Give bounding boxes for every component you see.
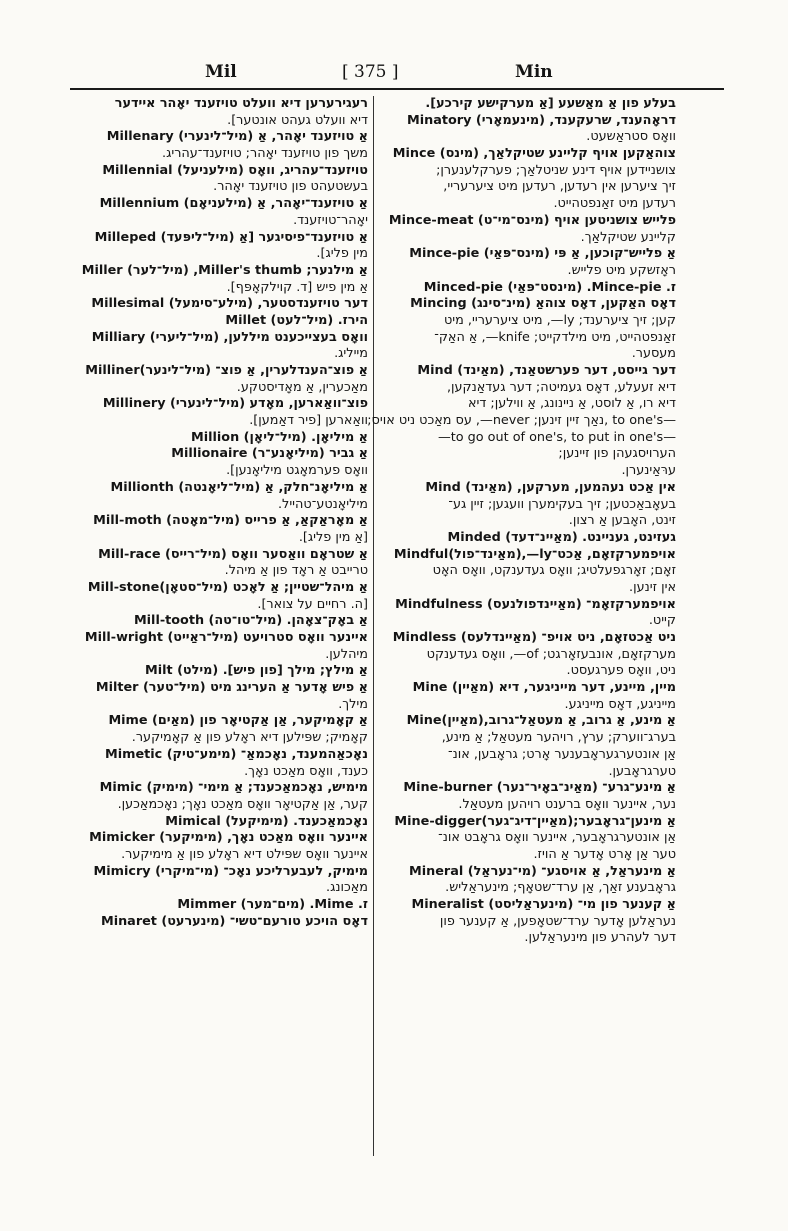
dictionary-entry: [72, 864, 368, 897]
entry-line: ז. Mince-pie. (מינסט־פּאַי) Minced-pie: [423, 279, 676, 295]
entry-line: ערּאַינערן.: [621, 463, 676, 479]
entry-line: קליינע שטיקלאַך.: [580, 229, 676, 245]
running-head-left: Mil: [205, 62, 237, 82]
entry-line: דיא רו, אַ לוסט, אַ ניינונג, אַ ווילען; דיא: [467, 396, 676, 412]
entry-line: מין פליג].: [316, 246, 368, 262]
entry-line: געזינט, געניינט. (מאַיינ־דעד) Minded: [447, 529, 676, 545]
entry-line: אַ מיליאָן. (מיל־ליאָן) Million: [191, 429, 368, 445]
entry-line: אַ קאָמיקער, אַן אַקטיאָר פון (מאַים) Mime: [108, 713, 368, 729]
entry-line: מאַכערין, אַ מאָדיסטקע.: [236, 379, 368, 395]
entry-line: רעגירערען דיא וועלט טויזענד יאָהר איידער: [114, 96, 368, 111]
entry-line: בעאָבאַכטען; זיך בעקימערן וועגען; זיין גע־: [448, 496, 676, 512]
entry-line: אַ באָק־צאָהן. (מיל־טו־טה) Mill-tooth: [133, 613, 368, 629]
dictionary-entry: [380, 780, 676, 813]
dictionary-entry: [380, 246, 676, 279]
dictionary-entry: [72, 363, 368, 396]
dictionary-entry: [72, 446, 368, 479]
entry-line: הירז. (מיל־לעט) Millet: [225, 312, 368, 328]
entry-line: דראָהענד, שרעקענד, (מינעמאָרי) Minatory: [406, 112, 676, 128]
entry-line: בעלע פון אַ מאַשעע [אַ מערקישע קירכע].: [425, 96, 676, 111]
dictionary-entry: [380, 864, 676, 897]
entry-line: טער אַן אָרט אָדער אַ הויז.: [533, 846, 676, 862]
dictionary-entry: [72, 430, 368, 447]
dictionary-entry: [380, 96, 676, 113]
dictionary-entry: [72, 630, 368, 663]
entry-line: וואַארען [פיר דאַמען].: [249, 413, 368, 429]
entry-line: —to one's ,נאַך זיין זינען; never—, עס מאַכט ניט אויס;: [367, 413, 676, 429]
entry-line: אין זינען.: [629, 579, 676, 595]
entry-line: נער, איינער וואָס ברענט רויהען מעטאַל.: [458, 796, 676, 812]
entry-line: —to go out of one's, to put in one's—: [437, 429, 676, 445]
dictionary-entry: [380, 146, 676, 213]
entry-line: ניט אַכטזאָם, ניט אויפ־ (מאַיינדלעס) Mindless: [392, 630, 676, 645]
entry-line: [ה. רחיים על צואר].: [257, 596, 368, 612]
dictionary-entry: [380, 113, 676, 146]
dictionary-entry: [380, 547, 676, 597]
entry-line: אַ פוצ־הענדלערין, אַ פוצ־ (מיל־לינער)Milliner: [85, 363, 368, 378]
dictionary-entry: [72, 480, 368, 513]
running-head-right: Min: [515, 62, 553, 82]
dictionary-entry: [72, 780, 368, 813]
entry-line: אַ מיהל־שטיין; אַ לאָכט (מיל־סטאָן)Mill-stone: [87, 579, 368, 595]
entry-line: אַ פלייש־קוכען, אַ פּי (מינס־פּאַי) Mince-pie: [409, 246, 676, 262]
entry-line: טויזענד־עהריג, וואָס (מילעניעל) Millennial: [102, 162, 368, 178]
entry-line: אַ מינעראַל, אַ אויסגע־ (מי־נעראַל) Mineral: [409, 863, 676, 879]
entry-line: איינער וואָס סטרויעט (מיל־ראַייט) Mill-wright: [84, 630, 368, 645]
entry-line: יאָהר־טויזענד.: [293, 212, 368, 228]
entry-line: דיא וועלט געהט אונטער].: [227, 112, 368, 128]
entry-line: מייניגע, דאָס מייניגע.: [564, 696, 676, 712]
entry-line: איינער וואָס שפּילט דיא ראָלע פון אַ מימיקער.: [121, 846, 368, 862]
entry-line: וואָס סטראַשעט.: [586, 129, 676, 145]
dictionary-entry: [72, 613, 368, 630]
dictionary-entry: [72, 663, 368, 680]
entry-line: מייליג.: [334, 346, 368, 362]
entry-line: אַ מיליאָנ־חלק, אַ (מיל־ליאָנטה) Millionth: [110, 479, 368, 495]
entry-line: אַ טויזענד־פיסיגער [אַ (מיל־ליפּעד) Milleped: [94, 229, 368, 245]
entry-line: נעראַלען אָדער ערד־שטאָפען, אַ קענער פון: [439, 913, 676, 929]
dictionary-entry: [72, 330, 368, 363]
entry-line: דאָס האַקען, דאָס צוהאַ (מינ־סינג) Mincing: [410, 296, 676, 312]
dictionary-entry: [367, 363, 676, 480]
entry-line: מיין, מיינע, דער מייניגער, דיא (מאַיין) Mine: [412, 680, 676, 696]
entry-line: משך פון טויזענד יאָהר; טויזענד־עהריג.: [162, 146, 368, 162]
entry-line: אַ שטראָם וואַסער וואָס (מיל־רייס) Mill-race: [98, 546, 368, 562]
dictionary-column-left: [72, 96, 368, 1158]
page-header: [70, 62, 718, 84]
entry-line: דאָס הויכע טורעם־טשי־ (מינערעט) Minaret: [100, 913, 368, 929]
entry-line: אַ גביר (מיליאָנע־ר) Millionaire: [171, 446, 368, 462]
dictionary-entry: [72, 680, 368, 713]
dictionary-entry: [72, 129, 368, 162]
entry-line: ניט, וואָס פערגעסט.: [566, 663, 676, 679]
entry-line: אַ מילץ; מילך [פון פיש]. (מילט) Milt: [145, 663, 368, 679]
entry-line: מימיש, נאָכמאַכענד; אַ מימי־ (מימיק) Mimic: [99, 780, 368, 796]
entry-line: רעדען מיט זאַנפטהייט.: [553, 196, 676, 212]
page-number: [ 375 ]: [342, 62, 399, 82]
entry-line: אַ מין פיש [ד. קוילקאָפּף].: [226, 279, 368, 295]
entry-line: נאָכאַהמענד, נאָכמאַ־ (מימע־טיק) Mimetic: [105, 746, 368, 762]
dictionary-entry: [72, 747, 368, 780]
entry-line: מיהלען.: [325, 646, 368, 662]
dictionary-entry: [72, 163, 368, 196]
entry-line: טרייבט אַ ראָד פון אַ מיהל.: [224, 563, 368, 579]
entry-line: איינער וואָס מאַכט נאָך, (מימיקער) Mimicker: [89, 830, 368, 846]
dictionary-column-right: [367, 96, 676, 1158]
dictionary-entry: [380, 213, 676, 246]
dictionary-entry: [380, 530, 676, 547]
dictionary-entry: [72, 580, 368, 613]
column-divider: [373, 96, 374, 1156]
dictionary-entry: [380, 713, 676, 780]
header-rule: [70, 88, 724, 90]
dictionary-entry: [380, 897, 676, 947]
entry-line: אויפמערקזאָם, אַכט־ly—,(מאַינד־פול)Mindful: [393, 546, 676, 562]
entry-line: אַ מינע, אַ גרוב, אַ מעטאַל־גרוב,(מאַיין)Mine: [406, 713, 676, 729]
entry-line: זיך ציערען אין רעדען, רעדען מיט ציערעריי,: [443, 179, 676, 195]
entry-line: דיא זעעלע, דאָס געמיטה; דער געדאַנקען,: [446, 379, 676, 395]
dictionary-entry: [72, 96, 368, 129]
dictionary-entry: [380, 597, 676, 630]
entry-line: מערקזאָם, אונבעזאָרגט; of—, וואָס געדענקט: [426, 646, 676, 662]
entry-line: דער גייסט, דער פערשטאַנד, (מאַינד) Mind: [417, 363, 676, 378]
dictionary-entry: [72, 313, 368, 330]
entry-line: צושניידען אויף דינע שניטלאַך; פערקלענערן;: [436, 162, 676, 178]
dictionary-entry: [72, 513, 368, 546]
entry-line: דער טויזענדסטער, (מילע־סימעל) Millesimal: [91, 296, 368, 312]
dictionary-entry: [72, 296, 368, 313]
entry-line: ז. Mime. (מים־מער) Mimmer: [177, 897, 368, 912]
dictionary-entry: [72, 897, 368, 914]
entry-line: אַ טויזענד יאָהר, אַ (מיל־לינערי) Millenary: [106, 129, 368, 145]
entry-line: מעסער.: [631, 346, 676, 362]
dictionary-entry: [72, 830, 368, 863]
entry-line: כענד, וואָס מאַכט נאָך.: [244, 763, 368, 779]
entry-line: מימיק, לעבערליכע נאָכ־ (מי־מיקרי) Mimicry: [93, 863, 368, 879]
entry-line: קאָמיק; שפּילען דיא ראָלע פון אַ קאָמיקער.: [131, 730, 368, 746]
entry-line: אַ מאָראַקאַ, אַ פרייס (מיל־מאָטה) Mill-moth: [93, 513, 368, 529]
dictionary-entry: [72, 230, 368, 263]
dictionary-entry: [380, 280, 676, 297]
entry-line: זאָם; זאָרגפעלטיג; וואָס געדענקט, וואָס האָט: [432, 563, 676, 579]
dictionary-entry: [380, 680, 676, 713]
entry-line: טערגראָבען.: [608, 763, 676, 779]
entry-line: קייט.: [648, 613, 676, 629]
dictionary-entry: [72, 814, 368, 831]
entry-line: וואָס בעצייכענט מיללען, (מיל־ליערי) Milliary: [91, 329, 368, 345]
entry-line: וואָס פערמאָגט מיליאָנען].: [226, 463, 368, 479]
entry-line: גראָבענע זאַך, אַן ערד־שטאָף; מינעראַליש.: [445, 880, 676, 896]
dictionary-entry: [72, 263, 368, 296]
entry-line: אַ טויזענד־יאָהר, אַ (מילעניאָם) Millennium: [99, 196, 368, 212]
entry-line: צוהאַקען אויף קליינע שטיקלאַך, (מינס) Mince: [392, 146, 676, 162]
entry-line: מילך.: [338, 696, 368, 712]
dictionary-entry: [72, 914, 368, 931]
entry-line: אַ מינען־גראָבער;(מאַיין־דיג־גער)Mine-digger: [394, 813, 676, 829]
entry-line: אַ קענער פון מי־ (מינעראַליסט) Mineralist: [411, 897, 676, 912]
dictionary-entry: [72, 396, 368, 429]
entry-line: אַ פיש אָדער אַ הערינג מיט (מיל־טער) Milter: [95, 680, 368, 696]
entry-line: הערויסגעהן פון זיינען;: [558, 446, 676, 462]
entry-line: בערג־ווערק; ערץ, רויהער מעטאַל; אַ מינע,: [441, 730, 676, 746]
dictionary-entry: [72, 713, 368, 746]
entry-line: ראָזשקע מיט פלייש.: [567, 262, 676, 278]
entry-line: אַ מילנער; Miller's thumb, (מיל־לער) Miller: [81, 262, 368, 278]
entry-line: קער, אַן אַקטיאָר וואָס מאַכט נאָך; נאָכמאַכען.: [117, 796, 368, 812]
entry-line: נאָכמאַכענד. (מימיקעל) Mimical: [165, 813, 368, 829]
entry-line: מיליאָנטע־טהייל.: [277, 496, 368, 512]
entry-line: זאַנפטהייט, מיט מילדקייט; knife—, אַ האַק־: [434, 329, 676, 345]
entry-line: אויפמערקזאָמ־ (מאַיינדפולנעס) Mindfulness: [395, 596, 676, 612]
entry-line: אַ מינע־גרע־ (מאַינ־באָיר־נער) Mine-burner: [403, 780, 676, 796]
entry-line: זינט, האָבען אַ רצון.: [568, 513, 676, 529]
dictionary-entry: [380, 480, 676, 530]
dictionary-entry: [72, 196, 368, 229]
entry-line: [אַ מין פליג].: [298, 529, 368, 545]
entry-line: אַן אונטערגראָבער, איינער וואָס גראָבט אונ־: [438, 830, 676, 846]
entry-line: קען; זיך ציערענד; ly—, מיט ציערעריי, מיט: [443, 312, 676, 328]
dictionary-entry: [380, 630, 676, 680]
entry-line: בעשטעהט פון טויזענד יאָהר.: [213, 179, 368, 195]
entry-line: אַן אונטערגעראָבענער אָרט; גראָבען, אונ־: [447, 746, 676, 762]
entry-line: פלייש צושניטען אויף (מינס־מי־ט) Mince-meat: [388, 212, 676, 228]
dictionary-entry: [380, 814, 676, 864]
entry-line: דער לעהרע פון מינעראַלען.: [524, 930, 676, 946]
entry-line: מאַכונג.: [326, 880, 368, 896]
entry-line: פוצ־וואַארען, מאָדע (מיל־לינערי) Millinery: [102, 396, 368, 412]
entry-line: אין אַכט נעהמען, מערקען, (מאַינד) Mind: [425, 479, 676, 495]
dictionary-entry: [72, 547, 368, 580]
dictionary-entry: [380, 296, 676, 363]
